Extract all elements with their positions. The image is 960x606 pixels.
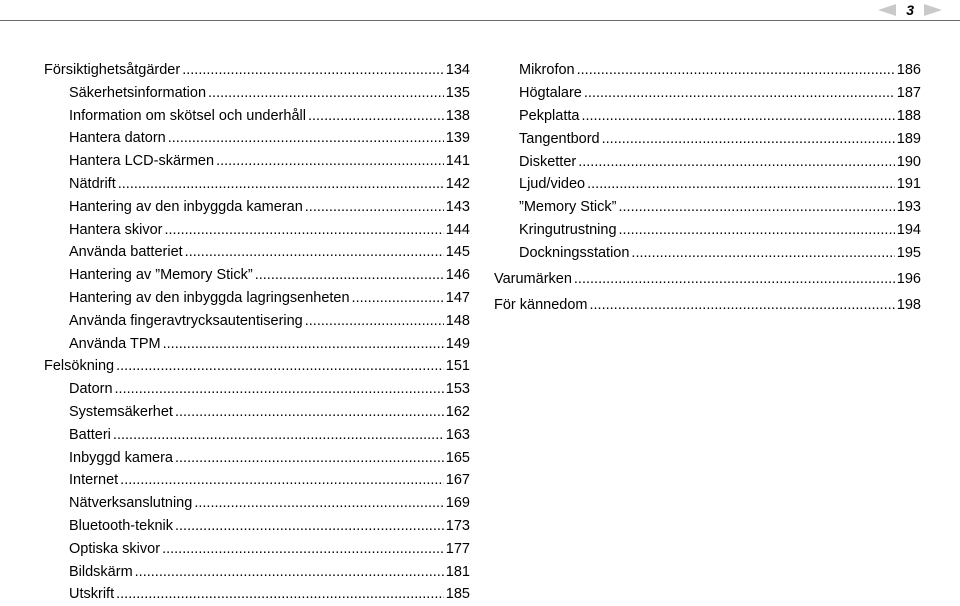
- toc-entry-page: 198: [896, 296, 921, 313]
- toc-dot-leader: [587, 173, 895, 196]
- toc-entry-title: ”Memory Stick”: [519, 199, 617, 216]
- toc-dot-leader: [113, 424, 444, 447]
- toc-entry-page: 191: [896, 176, 921, 193]
- toc-entry-title: Hantering av ”Memory Stick”: [69, 267, 253, 284]
- toc-entry-page: 190: [896, 153, 921, 170]
- toc-entry-page: 139: [445, 130, 470, 147]
- toc-dot-leader: [116, 355, 444, 378]
- toc-entry-title: Inbyggd kamera: [69, 449, 173, 466]
- toc-entry[interactable]: [44, 264, 470, 287]
- toc-entry-title: Använda batteriet: [69, 244, 183, 261]
- toc-dot-leader: [305, 196, 444, 219]
- toc-dot-leader: [118, 173, 444, 196]
- toc-entry[interactable]: [494, 105, 921, 128]
- toc-dot-leader: [162, 538, 444, 561]
- toc-entry[interactable]: [44, 127, 470, 150]
- toc-entry[interactable]: [44, 219, 470, 242]
- toc-entry-title: Hantera skivor: [69, 221, 163, 238]
- toc-dot-leader: [577, 59, 895, 82]
- toc-entry-page: 141: [445, 153, 470, 170]
- toc-dot-leader: [584, 82, 895, 105]
- toc-entry[interactable]: [44, 333, 470, 356]
- toc-entry-title: Nätverksanslutning: [69, 495, 193, 512]
- toc-entry-title: Varumärken: [494, 271, 572, 288]
- toc-entry-page: 185: [445, 586, 470, 603]
- toc-entry-title: Utskrift: [69, 586, 115, 603]
- toc-entry-page: 138: [445, 107, 470, 124]
- toc-entry[interactable]: [44, 378, 470, 401]
- toc-entry-title: Säkerhetsinformation: [69, 84, 207, 101]
- toc-entry[interactable]: [44, 424, 470, 447]
- toc-dot-leader: [115, 378, 444, 401]
- toc-entry-title: Information om skötsel och underhåll: [69, 107, 306, 124]
- toc-entry[interactable]: [494, 59, 921, 82]
- toc-entry-title: Bluetooth-teknik: [69, 517, 173, 534]
- toc-entry-page: 135: [445, 84, 470, 101]
- toc-entry[interactable]: [494, 173, 921, 196]
- toc-entry-title: Felsökning: [44, 358, 115, 375]
- toc-entry-page: 163: [445, 426, 470, 443]
- toc-entry-page: 149: [445, 335, 470, 352]
- toc-entry-page: 195: [896, 245, 921, 262]
- toc-right-column: [494, 59, 921, 317]
- toc-dot-leader: [578, 151, 895, 174]
- toc-dot-leader: [208, 82, 444, 105]
- toc-dot-leader: [175, 447, 444, 470]
- toc-entry[interactable]: [44, 287, 470, 310]
- toc-entry-title: Högtalare: [519, 84, 582, 101]
- toc-entry[interactable]: [44, 401, 470, 424]
- toc-entry[interactable]: [44, 310, 470, 333]
- toc-entry[interactable]: [44, 561, 470, 584]
- toc-dot-leader: [163, 333, 444, 356]
- toc-dot-leader: [581, 105, 894, 128]
- toc-entry-title: Pekplatta: [519, 107, 580, 124]
- toc-dot-leader: [182, 59, 444, 82]
- toc-dot-leader: [619, 219, 895, 242]
- toc-entry[interactable]: [494, 151, 921, 174]
- toc-dot-leader: [308, 105, 444, 128]
- toc-dot-leader: [185, 241, 444, 264]
- toc-dot-leader: [120, 469, 444, 492]
- toc-entry-title: Ljud/video: [519, 176, 586, 193]
- toc-entry-title: Bildskärm: [69, 563, 133, 580]
- toc-entry[interactable]: [494, 268, 921, 291]
- toc-entry-page: 181: [445, 563, 470, 580]
- toc-dot-leader: [590, 294, 895, 317]
- toc-entry[interactable]: [494, 128, 921, 151]
- page-number: 3: [906, 2, 914, 18]
- toc-dot-leader: [216, 150, 444, 173]
- toc-entry[interactable]: [44, 150, 470, 173]
- toc-entry-title: Använda fingeravtrycksautentisering: [69, 312, 303, 329]
- toc-entry[interactable]: [44, 492, 470, 515]
- toc-entry-title: Batteri: [69, 426, 111, 443]
- toc-entry-page: 193: [896, 199, 921, 216]
- toc-dot-leader: [194, 492, 443, 515]
- toc-entry[interactable]: [44, 59, 470, 82]
- toc-entry-title: Dockningsstation: [519, 245, 630, 262]
- toc-entry-title: Mikrofon: [519, 62, 575, 78]
- toc-entry-page: 194: [896, 222, 921, 239]
- toc-entry[interactable]: [494, 219, 921, 242]
- toc-entry-page: 151: [445, 358, 470, 375]
- toc-entry[interactable]: [44, 173, 470, 196]
- toc-entry-title: Hantering av den inbyggda lagringsenheten: [69, 289, 350, 306]
- toc-entry[interactable]: [44, 583, 470, 606]
- toc-entry-title: Disketter: [519, 153, 577, 170]
- toc-entry[interactable]: [44, 469, 470, 492]
- toc-entry-page: 134: [445, 62, 470, 78]
- toc-entry[interactable]: [44, 515, 470, 538]
- toc-entry[interactable]: [44, 105, 470, 128]
- page-navigation: [878, 0, 942, 20]
- toc-entry-title: Försiktighetsåtgärder: [44, 62, 181, 78]
- toc-entry-page: 147: [445, 289, 470, 306]
- toc-entry-page: 177: [445, 540, 470, 557]
- toc-entry-title: Hantera datorn: [69, 130, 166, 147]
- toc-entry-page: 165: [445, 449, 470, 466]
- toc-entry-title: Nätdrift: [69, 175, 116, 192]
- toc-entry[interactable]: [44, 196, 470, 219]
- toc-entry-title: Hantering av den inbyggda kameran: [69, 198, 303, 215]
- toc-dot-leader: [352, 287, 444, 310]
- toc-entry[interactable]: [44, 538, 470, 561]
- toc-entry-page: 173: [445, 517, 470, 534]
- toc-entry-title: För kännedom: [494, 296, 588, 313]
- toc-dot-leader: [168, 127, 444, 150]
- toc-entry-title: Datorn: [69, 381, 113, 398]
- toc-entry-page: 145: [445, 244, 470, 261]
- toc-entry-page: 187: [896, 84, 921, 101]
- toc-entry-page: 142: [445, 175, 470, 192]
- toc-entry-page: 167: [445, 472, 470, 489]
- toc-entry[interactable]: [44, 82, 470, 105]
- toc-entry-page: 162: [445, 403, 470, 420]
- toc-entry-page: 153: [445, 381, 470, 398]
- toc-entry-page: 148: [445, 312, 470, 329]
- toc-dot-leader: [255, 264, 444, 287]
- toc-dot-leader: [305, 310, 444, 333]
- toc-dot-leader: [602, 128, 895, 151]
- toc-entry[interactable]: [494, 196, 921, 219]
- triangle-left-arrow-icon[interactable]: [878, 4, 896, 16]
- toc-entry-title: Kringutrustning: [519, 222, 617, 239]
- toc-entry-page: 169: [445, 495, 470, 512]
- toc-entry-page: 188: [896, 107, 921, 124]
- toc-entry-title: Internet: [69, 472, 119, 489]
- toc-entry-title: Hantera LCD-skärmen: [69, 153, 215, 170]
- toc-entry[interactable]: [494, 294, 921, 317]
- toc-dot-leader: [164, 219, 443, 242]
- toc-dot-leader: [631, 242, 894, 265]
- page-header: [0, 0, 960, 20]
- toc-left-column: [44, 59, 470, 606]
- toc-entry-title: Systemsäkerhet: [69, 403, 173, 420]
- toc-entry-page: 144: [445, 221, 470, 238]
- toc-dot-leader: [574, 268, 895, 291]
- triangle-right-arrow-icon[interactable]: [924, 4, 942, 16]
- toc-dot-leader: [618, 196, 894, 219]
- header-divider: [0, 20, 960, 21]
- toc-entry-page: 186: [896, 62, 921, 78]
- toc-entry-title: Tangentbord: [519, 130, 600, 147]
- toc-entry[interactable]: [494, 82, 921, 105]
- toc-entry-page: 196: [896, 271, 921, 288]
- toc-entry[interactable]: [44, 355, 470, 378]
- toc-entry[interactable]: [44, 447, 470, 470]
- toc-dot-leader: [116, 583, 444, 606]
- toc-entry-title: Optiska skivor: [69, 540, 161, 557]
- toc-entry-title: Använda TPM: [69, 335, 161, 352]
- toc-entry-page: 189: [896, 130, 921, 147]
- toc-entry-page: 143: [445, 198, 470, 215]
- toc-dot-leader: [135, 561, 444, 584]
- toc-entry[interactable]: [44, 241, 470, 264]
- toc-dot-leader: [175, 515, 444, 538]
- toc-entry[interactable]: [494, 242, 921, 265]
- toc-entry-page: 146: [445, 267, 470, 284]
- toc-dot-leader: [175, 401, 444, 424]
